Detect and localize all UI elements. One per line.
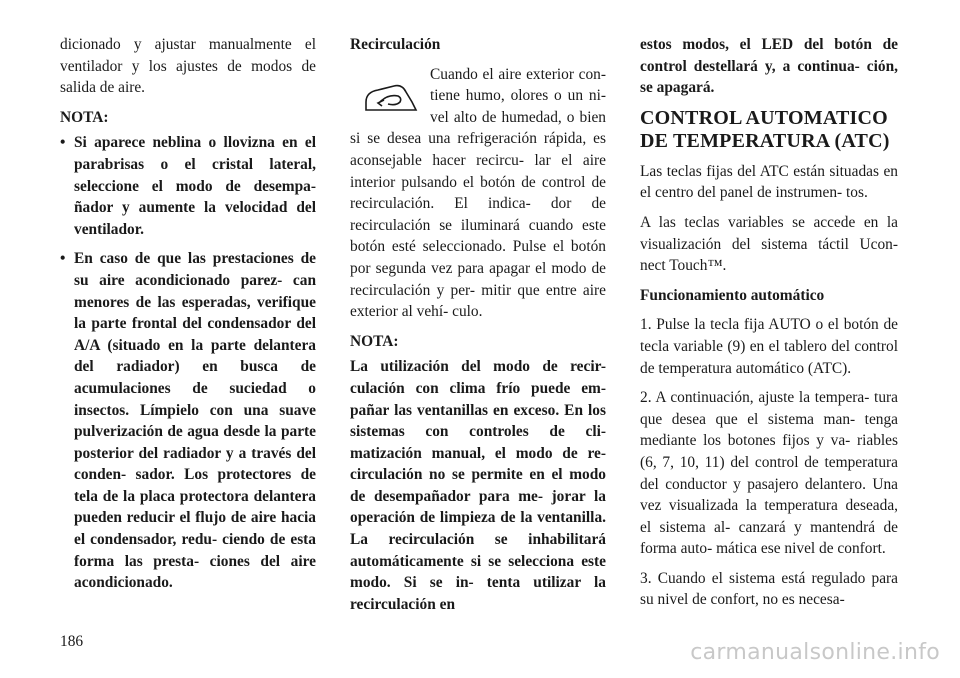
bullet-item <box>60 132 316 240</box>
atc-paragraph-2: A las teclas variables se accede en la visualización del sistema táctil Ucon- nect Touch™. <box>640 213 898 275</box>
step-3: 3. Cuando el sistema está regulado para su nivel de confort, no es necesa- <box>640 569 898 609</box>
column-left <box>60 34 316 602</box>
nota-text: La utilización del modo de recir- culación con clima frío puede em- pañar las ventanillas en exceso. En los sistemas con controles de cli- matización manual, el modo de re- circulación no se permite en el modo de desempañador para me- jorar la operación de limpieza de la ventanilla. La recirculación se inhabilitará automáticamente si se selecciona este modo. Si se in- tenta utilizar la recirculación en <box>350 358 606 613</box>
section-heading: CONTROL AUTOMATICO DE TEMPERATURA (ATC) <box>640 106 890 152</box>
recirculation-text: Cuando el aire exterior con- tiene humo, olores o un ni- vel alto de humedad, o bien si se desea una refrigeración rápida, es aconsejable hacer recircu- lar el aire interior pulsando el botón de control de recirculación. El indica- dor de recirculación se iluminará cuando este botón esté seleccionado. Pulse el botón por segunda vez para apagar el modo de recirculación y per- mitir que entre aire exterior al vehí- culo. <box>350 65 606 321</box>
page-number: 186 <box>60 633 84 650</box>
step-2: 2. A continuación, ajuste la tempera- tura que desea que el sistema man- tenga mediante los botones fijos y va- riables (6, 7, 10, 11) del control de temperatura del conductor y pasajero delantero. Una vez visualizada la temperatura deseada, el sistema al- canzará y mantendrá de forma auto- mática ese nivel de confort. <box>640 389 898 558</box>
recirculation-title: Recirculación <box>350 36 441 53</box>
nota-label: NOTA: <box>350 332 399 350</box>
bullet-list <box>60 132 316 593</box>
bullet-glyph: • <box>60 250 66 268</box>
bullet-text: Si aparece neblina o llovizna en el parabrisas o el cristal lateral, seleccione el modo de desempa- ñador y aumente la velocidad del ventilador. <box>74 134 316 238</box>
atc-paragraph-1: Las teclas fijas del ATC están situadas en el centro del panel de instrumen- tos. <box>640 162 898 202</box>
continued-text: estos modos, el LED del botón de control destellará y, a continua- ción, se apagará. <box>640 36 898 97</box>
column-right <box>640 34 898 619</box>
intro-paragraph: dicionado y ajustar manualmente el ventilador y los ajustes de modos de salida de aire. <box>60 36 316 97</box>
recirculation-icon <box>358 66 424 126</box>
bullet-item <box>60 248 316 594</box>
watermark: carmanualsonline.info <box>690 640 940 665</box>
bullet-text: En caso de que las prestaciones de su aire acondicionado parez- can menores de las esperadas, verifique la parte frontal del condensador del A/A (situado en la parte delantera del radiador) en busca de acumulaciones de suciedad o insectos. Límpielo con una suave pulverización de agua desde la parte posterior del radiador y a través del conden- sador. Los protectores de tela de la placa protectora delantera pueden reducir el flujo de aire hacia el condensador, redu- ciendo de esta forma las presta- ciones del aire acondicionado. <box>74 250 316 592</box>
sub-heading: Funcionamiento automático <box>640 286 825 304</box>
step-1: 1. Pulse la tecla fija AUTO o el botón de tecla variable (9) en el tablero del control de temperatura automático (ATC). <box>640 316 898 377</box>
bullet-glyph: • <box>60 134 66 152</box>
column-middle <box>350 34 606 623</box>
nota-label: NOTA: <box>60 108 109 126</box>
